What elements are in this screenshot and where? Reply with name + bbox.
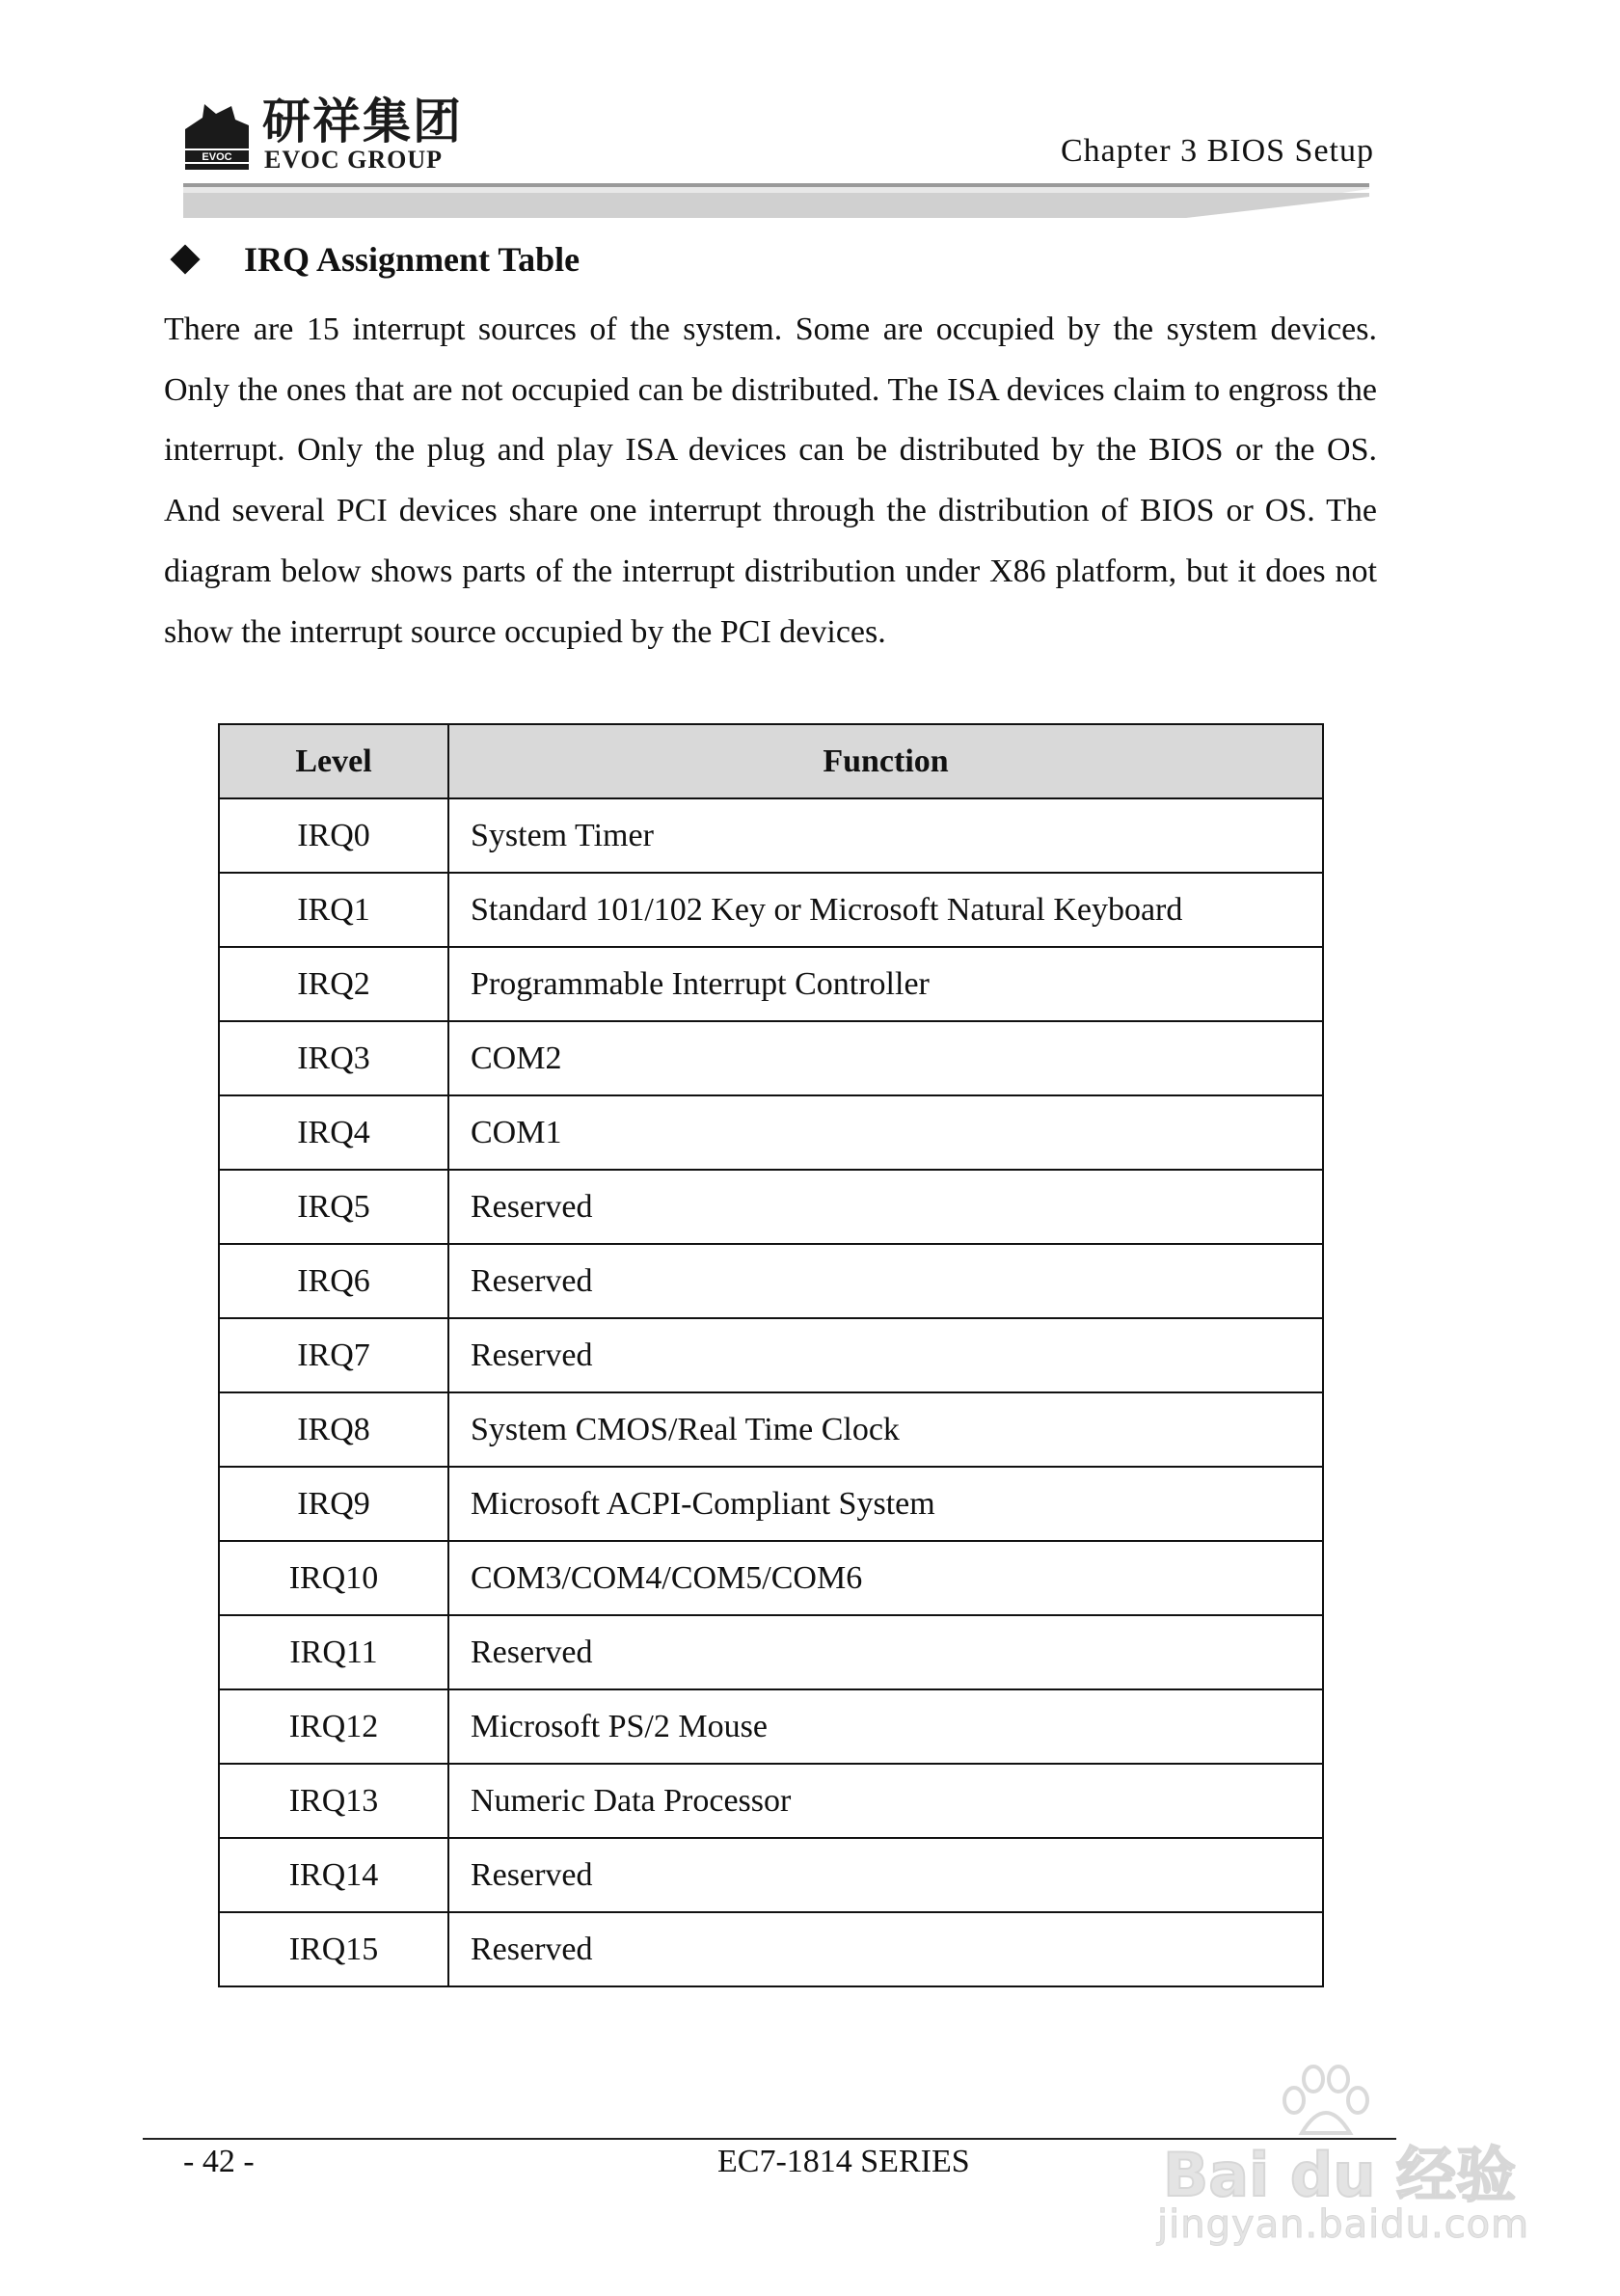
irq-function: Numeric Data Processor	[448, 1764, 1323, 1838]
irq-function: Programmable Interrupt Controller	[448, 947, 1323, 1021]
watermark-brand: Bai du 经验	[1163, 2140, 1517, 2210]
table-header-row	[219, 724, 1323, 798]
table-row	[219, 1912, 1323, 1986]
table-row	[219, 1318, 1323, 1392]
page-number: - 42 -	[183, 2144, 255, 2179]
irq-function: System Timer	[448, 798, 1323, 873]
intro-paragraph: There are 15 interrupt sources of the system. Some are occupied by the system devices. Only the ones that are not occupied can be distributed. The ISA devices claim to engross the interrupt. Only the plug and play ISA devices can be distributed by the BIOS or the OS. And several PCI devices share one interrupt through the distribution of BIOS or OS. The diagram below shows parts of the interrupt distribution under X86 platform, but it does not show the interrupt source occupied by the PCI devices.	[164, 311, 1377, 650]
irq-function: Microsoft PS/2 Mouse	[448, 1689, 1323, 1764]
table-row	[219, 1244, 1323, 1318]
irq-function: Reserved	[448, 1615, 1323, 1689]
diamond-bullet-icon	[170, 244, 200, 274]
table-row	[219, 1095, 1323, 1170]
table-row	[219, 798, 1323, 873]
irq-function: Reserved	[448, 1838, 1323, 1912]
column-header-level: Level	[219, 724, 448, 798]
irq-level: IRQ13	[219, 1764, 448, 1838]
irq-level: IRQ5	[219, 1170, 448, 1244]
irq-level: IRQ9	[219, 1467, 448, 1541]
brand-chinese-name: 研祥集团	[262, 94, 463, 149]
irq-function: COM1	[448, 1095, 1323, 1170]
table-row	[219, 1615, 1323, 1689]
watermark-url: jingyan.baidu.com	[1157, 2202, 1530, 2247]
section-title: IRQ Assignment Table	[244, 240, 580, 279]
table-row	[219, 1467, 1323, 1541]
irq-function: Microsoft ACPI-Compliant System	[448, 1467, 1323, 1541]
table-row	[219, 1838, 1323, 1912]
table-row	[219, 947, 1323, 1021]
evoc-logo-mark-icon	[183, 100, 251, 172]
irq-level: IRQ0	[219, 798, 448, 873]
svg-text:EVOC: EVOC	[202, 151, 232, 163]
table-row	[219, 1764, 1323, 1838]
irq-function: Reserved	[448, 1170, 1323, 1244]
irq-function: Standard 101/102 Key or Microsoft Natural Keyboard	[448, 873, 1323, 947]
table-row	[219, 873, 1323, 947]
irq-level: IRQ8	[219, 1392, 448, 1467]
irq-level: IRQ1	[219, 873, 448, 947]
column-header-function: Function	[448, 724, 1323, 798]
irq-level: IRQ4	[219, 1095, 448, 1170]
irq-function: Reserved	[448, 1912, 1323, 1986]
irq-assignment-table	[218, 723, 1324, 1987]
irq-level: IRQ12	[219, 1689, 448, 1764]
irq-function: Reserved	[448, 1318, 1323, 1392]
table-row	[219, 1689, 1323, 1764]
table-row	[219, 1392, 1323, 1467]
section-heading	[169, 239, 580, 280]
chapter-title: Chapter 3 BIOS Setup	[1060, 133, 1374, 169]
irq-level: IRQ10	[219, 1541, 448, 1615]
irq-level: IRQ2	[219, 947, 448, 1021]
irq-level: IRQ6	[219, 1244, 448, 1318]
brand-english-name: EVOC GROUP	[264, 146, 443, 174]
baidu-watermark	[1148, 2064, 1552, 2256]
table-row	[219, 1170, 1323, 1244]
table-row	[219, 1021, 1323, 1095]
irq-function: COM2	[448, 1021, 1323, 1095]
irq-function: Reserved	[448, 1244, 1323, 1318]
irq-level: IRQ7	[219, 1318, 448, 1392]
irq-level: IRQ14	[219, 1838, 448, 1912]
irq-level: IRQ11	[219, 1615, 448, 1689]
table-row	[219, 1541, 1323, 1615]
irq-level: IRQ15	[219, 1912, 448, 1986]
evoc-logo	[183, 95, 472, 177]
irq-function: COM3/COM4/COM5/COM6	[448, 1541, 1323, 1615]
product-series: EC7-1814 SERIES	[717, 2144, 970, 2179]
header-divider	[183, 183, 1369, 218]
irq-function: System CMOS/Real Time Clock	[448, 1392, 1323, 1467]
irq-level: IRQ3	[219, 1021, 448, 1095]
